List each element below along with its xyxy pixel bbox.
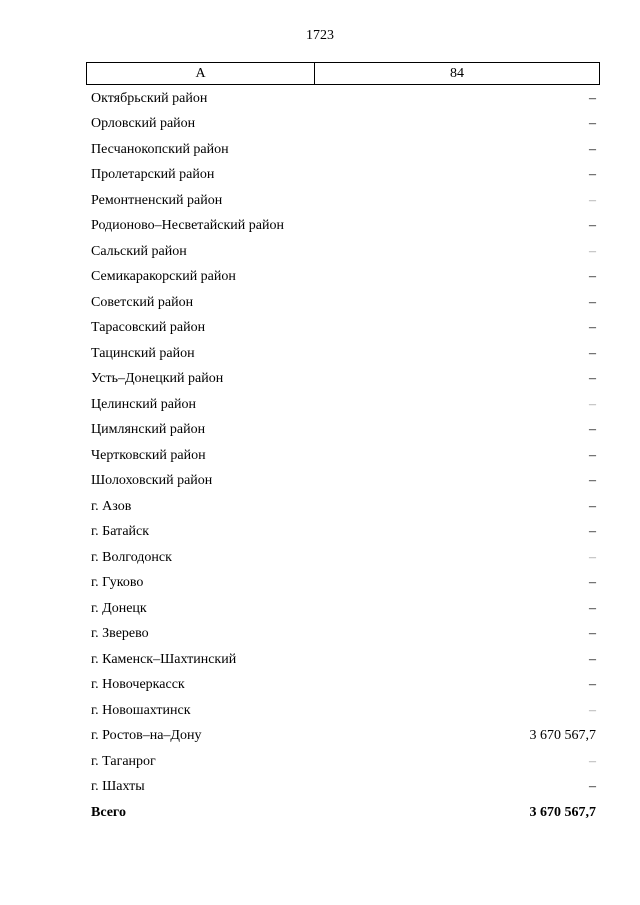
row-label: Октябрьский район [91,90,208,106]
row-label: г. Новочеркасск [91,677,185,693]
row-value: – [589,524,596,540]
table-row [91,520,596,546]
row-value: – [589,90,596,106]
table-header [86,62,600,85]
row-label: г. Азов [91,498,132,514]
table-row [91,622,596,648]
row-label: Советский район [91,294,194,310]
row-value: – [589,575,596,591]
table-row [91,214,596,240]
table-row [91,137,596,163]
row-value: – [589,498,596,514]
table-row [91,647,596,673]
table-row [91,316,596,342]
row-value: – [589,779,596,795]
row-value: – [589,243,596,259]
row-label: Орловский район [91,116,196,132]
table-row [91,112,596,138]
table-row [91,341,596,367]
row-value: – [589,141,596,157]
row-label: Родионово–Несветайский район [91,218,284,234]
row-label: Целинский район [91,396,196,412]
table-row [91,749,596,775]
row-value: – [589,320,596,336]
row-label: Чертковский район [91,447,206,463]
row-value: – [589,345,596,361]
row-label: г. Волгодонск [91,549,172,565]
row-label: г. Донецк [91,600,147,616]
table-row [91,188,596,214]
total-row [91,800,596,826]
total-value: 3 670 567,7 [529,804,596,820]
row-value: – [589,473,596,489]
table-row [91,673,596,699]
table-row [91,596,596,622]
row-value: – [589,549,596,565]
row-value: – [589,294,596,310]
row-value: – [589,447,596,463]
row-value: – [589,218,596,234]
row-value: – [589,116,596,132]
row-value: – [589,677,596,693]
row-label: г. Новошахтинск [91,702,191,718]
row-value: – [589,269,596,285]
header-column-84: 84 [450,65,464,81]
table-row [91,443,596,469]
row-label: Тарасовский район [91,320,206,336]
total-label: Всего [91,804,126,820]
table-row [91,494,596,520]
row-value: – [589,651,596,667]
row-label: Усть–Донецкий район [91,371,224,387]
row-value: – [589,600,596,616]
row-value: – [589,753,596,769]
table-row [91,571,596,597]
row-value: – [589,422,596,438]
row-value: – [589,167,596,183]
table-row [91,775,596,801]
row-label: Цимлянский район [91,422,206,438]
table-row [91,469,596,495]
row-label: г. Таганрог [91,753,156,769]
row-label: г. Ростов–на–Дону [91,728,202,744]
table-body [91,86,596,826]
row-label: Шолоховский район [91,473,213,489]
table-row [91,698,596,724]
row-value: – [589,626,596,642]
row-label: г. Каменск–Шахтинский [91,651,237,667]
table-row [91,392,596,418]
row-label: г. Батайск [91,524,150,540]
table-row [91,265,596,291]
row-value: 3 670 567,7 [529,728,596,744]
row-label: Тацинский район [91,345,195,361]
row-label: г. Гуково [91,575,144,591]
row-value: – [589,396,596,412]
row-label: г. Зверево [91,626,149,642]
table-row [91,290,596,316]
row-label: Ремонтненский район [91,192,223,208]
row-label: г. Шахты [91,779,145,795]
row-label: Сальский район [91,243,187,259]
table-row [91,724,596,750]
row-label: Песчанокопский район [91,141,229,157]
header-column-a: А [87,63,315,84]
row-label: Семикаракорский район [91,269,236,285]
row-label: Пролетарский район [91,167,215,183]
page-number: 1723 [306,28,334,43]
row-value: – [589,192,596,208]
table-row [91,86,596,112]
table-row [91,367,596,393]
table-row [91,163,596,189]
table-row [91,545,596,571]
row-value: – [589,371,596,387]
row-list [91,86,596,800]
row-value: – [589,702,596,718]
table-row [91,239,596,265]
table-row [91,418,596,444]
